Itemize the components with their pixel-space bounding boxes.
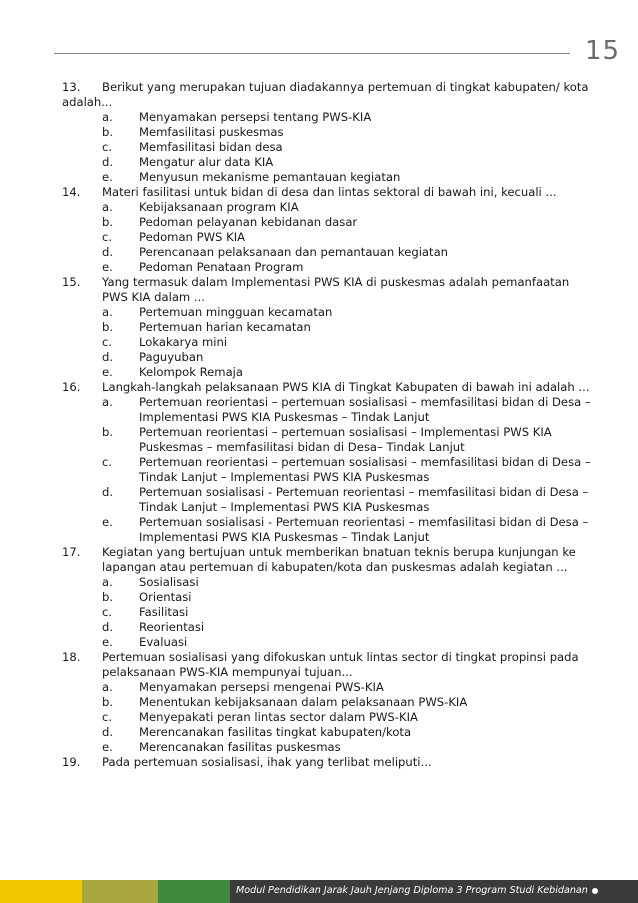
option-16d	[62, 485, 592, 515]
option-13e	[62, 170, 592, 185]
question-text: Berikut yang merupakan tujuan diadakannya pertemuan di tingkat kabupaten/ kota adalah...	[62, 80, 589, 109]
option-text: Pertemuan harian kecamatan	[139, 320, 311, 334]
option-15a	[62, 305, 592, 320]
option-letter: e.	[102, 515, 113, 529]
option-text: Memfasilitasi puskesmas	[139, 125, 284, 139]
option-text: Pedoman Penataan Program	[139, 260, 304, 274]
question-list	[62, 80, 592, 770]
header-rule	[54, 53, 570, 54]
option-14e	[62, 260, 592, 275]
option-17a	[62, 575, 592, 590]
option-text: Evaluasi	[139, 635, 188, 649]
option-14c	[62, 230, 592, 245]
question-14	[62, 185, 592, 200]
option-16a	[62, 395, 592, 425]
question-19	[62, 755, 592, 770]
option-letter: e.	[102, 260, 113, 274]
page-number: 15	[585, 36, 621, 66]
option-letter: b.	[102, 695, 114, 709]
option-letter: e.	[102, 170, 113, 184]
option-text: Pertemuan reorientasi – pertemuan sosialisasi – Implementasi PWS KIA Puskesmas – memfasilitasi bidan di Desa– Tindak Lanjut	[139, 425, 552, 454]
option-letter: b.	[102, 590, 114, 604]
option-17d	[62, 620, 592, 635]
option-text: Merencanakan fasilitas puskesmas	[139, 740, 341, 754]
option-text: Menyamakan persepsi mengenai PWS-KIA	[139, 680, 384, 694]
option-15e	[62, 365, 592, 380]
question-text: Pertemuan sosialisasi yang difokuskan untuk lintas sector di tingkat propinsi pada pelaksanaan PWS-KIA mempunyai tujuan...	[102, 650, 579, 679]
option-letter: c.	[102, 710, 113, 724]
question-15	[62, 275, 592, 305]
option-letter: a.	[102, 305, 113, 319]
option-text: Pedoman PWS KIA	[139, 230, 246, 244]
option-18c	[62, 710, 592, 725]
option-letter: b.	[102, 125, 114, 139]
option-letter: a.	[102, 395, 113, 409]
question-text: Materi fasilitasi untuk bidan di desa dan lintas sektoral di bawah ini, kecuali ...	[102, 185, 557, 199]
option-18a	[62, 680, 592, 695]
option-letter: c.	[102, 335, 113, 349]
footer-stripe-green	[158, 880, 230, 903]
option-text: Pertemuan reorientasi – pertemuan sosialisasi – memfasilitasi bidan di Desa – Tindak Lanjut – Implementasi PWS KIA Puskesmas	[139, 455, 591, 484]
option-text: Reorientasi	[139, 620, 205, 634]
question-number: 13.	[62, 80, 81, 94]
option-text: Pertemuan reorientasi – pertemuan sosialisasi – memfasilitasi bidan di Desa – Implementasi PWS KIA Puskesmas – Tindak Lanjut	[139, 395, 591, 424]
option-letter: e.	[102, 635, 113, 649]
option-letter: d.	[102, 155, 114, 169]
option-text: Pertemuan sosialisasi - Pertemuan reorientasi – memfasilitasi bidan di Desa – Implementasi PWS KIA Puskesmas – Tindak Lanjut	[139, 515, 589, 544]
question-text: Langkah-langkah pelaksanaan PWS KIA di Tingkat Kabupaten di bawah ini adalah ...	[102, 380, 590, 394]
option-14d	[62, 245, 592, 260]
option-13a	[62, 110, 592, 125]
option-letter: c.	[102, 605, 113, 619]
option-text: Pertemuan mingguan kecamatan	[139, 305, 333, 319]
option-letter: a.	[102, 575, 113, 589]
option-text: Kebijaksanaan program KIA	[139, 200, 299, 214]
option-14a	[62, 200, 592, 215]
option-13d	[62, 155, 592, 170]
option-14b	[62, 215, 592, 230]
option-18d	[62, 725, 592, 740]
option-text: Sosialisasi	[139, 575, 199, 589]
option-letter: d.	[102, 485, 114, 499]
question-number: 19.	[62, 755, 81, 769]
option-text: Menentukan kebijaksanaan dalam pelaksanaan PWS-KIA	[139, 695, 468, 709]
option-17c	[62, 605, 592, 620]
option-text: Paguyuban	[139, 350, 204, 364]
option-15b	[62, 320, 592, 335]
option-text: Kelompok Remaja	[139, 365, 244, 379]
option-text: Perencanaan pelaksanaan dan pemantauan kegiatan	[139, 245, 449, 259]
option-text: Memfasilitasi bidan desa	[139, 140, 283, 154]
option-text: Lokakarya mini	[139, 335, 228, 349]
option-letter: e.	[102, 365, 113, 379]
option-text: Pedoman pelayanan kebidanan dasar	[139, 215, 358, 229]
option-letter: a.	[102, 200, 113, 214]
option-17e	[62, 635, 592, 650]
option-13c	[62, 140, 592, 155]
question-17	[62, 545, 592, 575]
question-16	[62, 380, 592, 395]
option-text: Orientasi	[139, 590, 192, 604]
option-16c	[62, 455, 592, 485]
question-text: Pada pertemuan sosialisasi, ihak yang terlibat meliputi...	[102, 755, 432, 769]
question-number: 17.	[62, 545, 81, 559]
option-letter: b.	[102, 215, 114, 229]
option-text: Menyepakati peran lintas sector dalam PWS-KIA	[139, 710, 418, 724]
option-letter: d.	[102, 245, 114, 259]
option-16b	[62, 425, 592, 455]
option-letter: d.	[102, 350, 114, 364]
footer-bar	[0, 880, 638, 903]
option-letter: a.	[102, 680, 113, 694]
question-13	[62, 80, 592, 110]
option-text: Merencanakan fasilitas tingkat kabupaten/kota	[139, 725, 412, 739]
question-number: 14.	[62, 185, 81, 199]
option-17b	[62, 590, 592, 605]
option-text: Fasilitasi	[139, 605, 189, 619]
question-number: 16.	[62, 380, 81, 394]
option-15d	[62, 350, 592, 365]
option-13b	[62, 125, 592, 140]
question-text: Yang termasuk dalam Implementasi PWS KIA di puskesmas adalah pemanfaatan PWS KIA dalam ...	[102, 275, 570, 304]
option-letter: b.	[102, 320, 114, 334]
footer-dot-icon	[592, 888, 598, 894]
footer-stripe-olive	[82, 880, 158, 903]
option-letter: a.	[102, 110, 113, 124]
option-letter: c.	[102, 140, 113, 154]
option-letter: b.	[102, 425, 114, 439]
question-number: 18.	[62, 650, 81, 664]
question-18	[62, 650, 592, 680]
option-letter: c.	[102, 230, 113, 244]
option-text: Mengatur alur data KIA	[139, 155, 274, 169]
question-text: Kegiatan yang bertujuan untuk memberikan bnatuan teknis berupa kunjungan ke lapangan atau pertemuan di kabupaten/kota dan puskesmas adalah kegiatan ...	[102, 545, 576, 574]
option-letter: c.	[102, 455, 113, 469]
footer-text: Modul Pendidikan Jarak Jauh Jenjang Diploma 3 Program Studi Kebidanan	[236, 885, 588, 896]
option-letter: e.	[102, 740, 113, 754]
option-text: Menyamakan persepsi tentang PWS-KIA	[139, 110, 372, 124]
question-number: 15.	[62, 275, 81, 289]
footer-stripe-yellow	[0, 880, 82, 903]
option-text: Pertemuan sosialisasi - Pertemuan reorientasi – memfasilitasi bidan di Desa – Tindak Lanjut – Implementasi PWS KIA Puskesmas	[139, 485, 589, 514]
option-18e	[62, 740, 592, 755]
option-letter: d.	[102, 725, 114, 739]
option-16e	[62, 515, 592, 545]
option-letter: d.	[102, 620, 114, 634]
option-15c	[62, 335, 592, 350]
option-text: Menyusun mekanisme pemantauan kegiatan	[139, 170, 401, 184]
option-18b	[62, 695, 592, 710]
